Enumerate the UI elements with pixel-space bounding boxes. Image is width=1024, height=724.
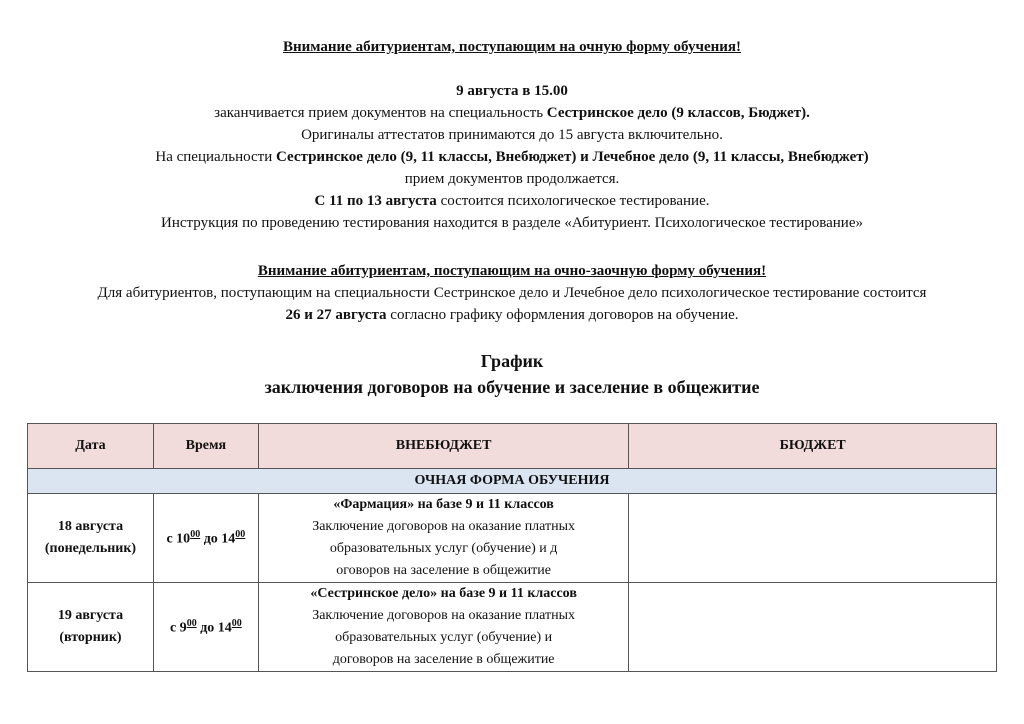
program-name: «Сестринское дело» на базе 9 и 11 классов xyxy=(310,586,577,601)
budget-cell xyxy=(629,494,997,583)
specialties-text: На специальности Сестринское дело (9, 11 классы, Внебюджет) и Лечебное дело (9, 11 классы, Внебюджет) xyxy=(155,149,869,165)
parttime-notice-heading: Внимание абитуриентам, поступающим на очно-заочную форму обучения! xyxy=(257,263,767,279)
weekday-value: (вторник) xyxy=(59,630,122,645)
header-offbudget: ВНЕБЮДЖЕТ xyxy=(258,424,629,469)
originals-text: Оригиналы аттестатов принимаются до 15 августа включительно. xyxy=(301,127,723,143)
deadline-date: 9 августа в 15.00 xyxy=(456,83,568,99)
contract-desc-1: Заключение договоров на оказание платных xyxy=(312,519,576,534)
date-cell xyxy=(28,583,154,672)
header-date: Дата xyxy=(28,424,154,469)
instruction-text: Инструкция по проведению тестирования находится в разделе «Абитуриент. Психологическое тестирование» xyxy=(161,215,863,231)
fulltime-notice-heading: Внимание абитуриентам, поступающим на очную форму обучения! xyxy=(282,39,742,55)
table-row xyxy=(28,583,997,672)
program-name: «Фармация» на базе 9 и 11 классов xyxy=(333,497,554,512)
time-cell: с $9^{00}$ до $14^{00}$ xyxy=(153,583,258,672)
contract-desc-2: образовательных услуг (обучение) и д xyxy=(329,541,558,556)
budget-cell xyxy=(629,583,997,672)
offbudget-cell xyxy=(258,583,629,672)
parttime-text: Для абитуриентов, поступающим на специальности Сестринское дело и Лечебное дело психологическое тестирование состоится xyxy=(97,285,927,301)
schedule-title xyxy=(0,348,1024,400)
table-header-row xyxy=(28,424,997,469)
parttime-dates-text: 26 и 27 августа согласно графику оформления договоров на обучение. xyxy=(285,307,739,323)
schedule-title-line2: заключения договоров на обучение и заселение в общежитие xyxy=(264,377,760,397)
contract-desc-3: договоров на заселение в общежитие xyxy=(332,652,555,667)
fulltime-notice xyxy=(0,36,1024,234)
weekday-value: (понедельник) xyxy=(44,541,137,556)
schedule-table xyxy=(27,423,997,672)
date-cell xyxy=(28,494,154,583)
section-row xyxy=(28,469,997,494)
date-value: 19 августа xyxy=(57,608,124,623)
testing-dates-text: С 11 по 13 августа состоится психологическое тестирование. xyxy=(314,193,710,209)
contract-desc-2: образовательных услуг (обучение) и xyxy=(335,630,553,645)
schedule-title-line1: График xyxy=(480,351,544,371)
header-time: Время xyxy=(153,424,258,469)
parttime-notice xyxy=(0,260,1024,326)
section-label: ОЧНАЯ ФОРМА ОБУЧЕНИЯ xyxy=(414,473,610,488)
header-budget: БЮДЖЕТ xyxy=(629,424,997,469)
continues-text: прием документов продолжается. xyxy=(404,171,620,187)
deadline-text: заканчивается прием документов на специальность Сестринское дело (9 классов, Бюджет). xyxy=(214,105,810,121)
table-row xyxy=(28,494,997,583)
time-cell: с $10^{00}$ до $14^{00}$ xyxy=(153,494,258,583)
date-value: 18 августа xyxy=(57,519,124,534)
offbudget-cell xyxy=(258,494,629,583)
contract-desc-3: оговоров на заселение в общежитие xyxy=(336,563,551,578)
contract-desc-1: Заключение договоров на оказание платных xyxy=(312,608,576,623)
